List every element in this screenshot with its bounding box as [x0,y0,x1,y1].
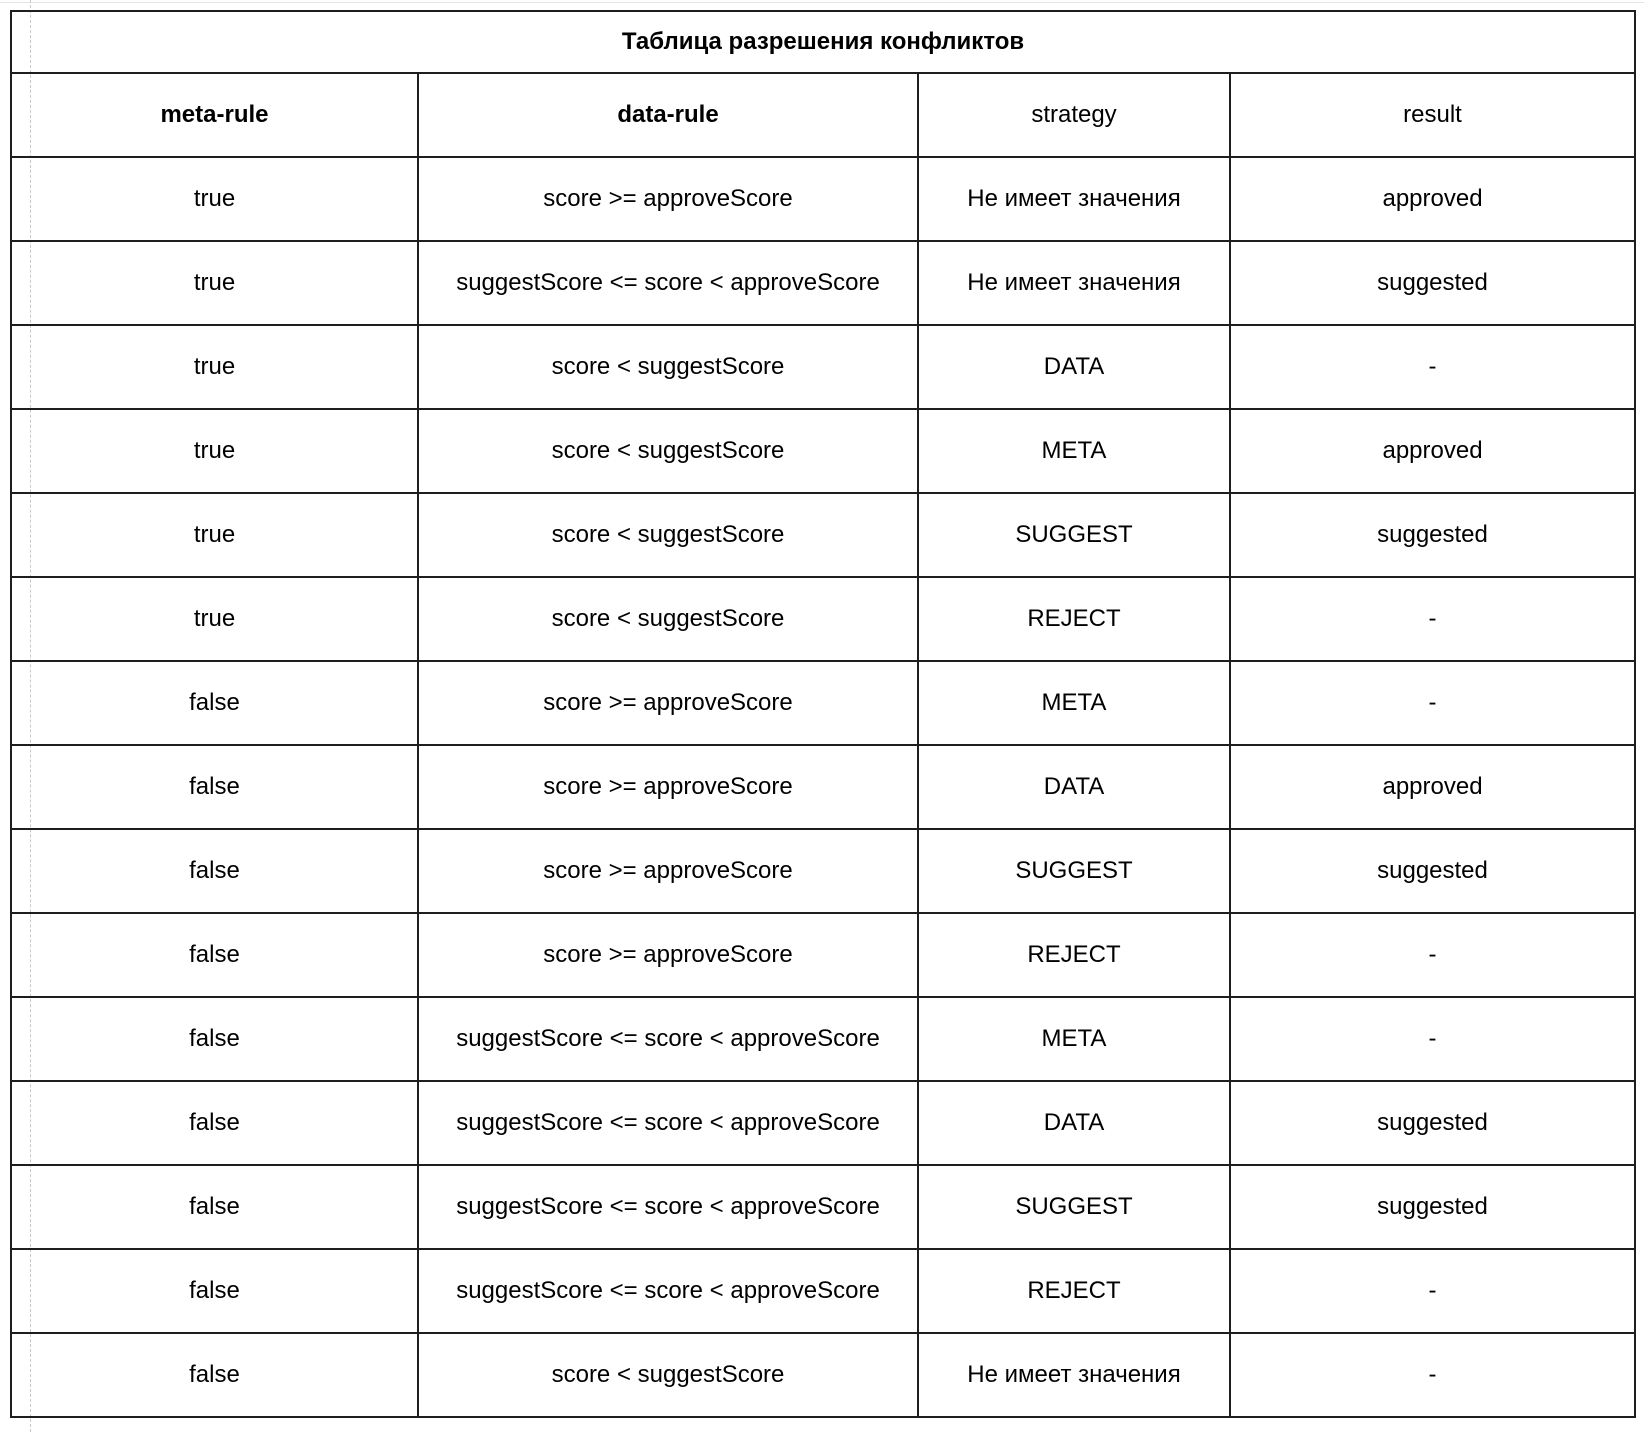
column-header-strategy: strategy [918,73,1230,157]
table-row [11,157,1635,241]
data-rule-cell: score < suggestScore [418,493,918,577]
meta-rule-cell: false [11,997,418,1081]
result-cell: - [1230,913,1635,997]
result-cell: approved [1230,157,1635,241]
meta-rule-cell: false [11,1165,418,1249]
meta-rule-cell: true [11,241,418,325]
meta-rule-cell: true [11,577,418,661]
table-row [11,1165,1635,1249]
meta-rule-cell: false [11,1333,418,1417]
strategy-cell: META [918,661,1230,745]
table-row [11,661,1635,745]
conflict-resolution-table [10,10,1636,1418]
result-cell: - [1230,577,1635,661]
data-rule-cell: score < suggestScore [418,409,918,493]
table-row [11,1081,1635,1165]
column-header-meta-rule: meta-rule [11,73,418,157]
meta-rule-cell: true [11,157,418,241]
column-header-result: result [1230,73,1635,157]
data-rule-cell: score < suggestScore [418,1333,918,1417]
strategy-cell: Не имеет значения [918,157,1230,241]
data-rule-cell: score < suggestScore [418,577,918,661]
meta-rule-cell: true [11,493,418,577]
strategy-cell: REJECT [918,913,1230,997]
table-row [11,745,1635,829]
header-row [11,73,1635,157]
result-cell: approved [1230,409,1635,493]
result-cell: - [1230,997,1635,1081]
table-row [11,913,1635,997]
data-rule-cell: suggestScore <= score < approveScore [418,1081,918,1165]
result-cell: suggested [1230,493,1635,577]
strategy-cell: META [918,409,1230,493]
meta-rule-cell: true [11,409,418,493]
result-cell: - [1230,1249,1635,1333]
data-rule-cell: score < suggestScore [418,325,918,409]
column-header-data-rule: data-rule [418,73,918,157]
data-rule-cell: score >= approveScore [418,913,918,997]
meta-rule-cell: true [11,325,418,409]
table-row [11,1249,1635,1333]
table-row [11,997,1635,1081]
strategy-cell: Не имеет значения [918,241,1230,325]
meta-rule-cell: false [11,661,418,745]
result-cell: approved [1230,745,1635,829]
data-rule-cell: suggestScore <= score < approveScore [418,997,918,1081]
table-body [11,157,1635,1417]
strategy-cell: SUGGEST [918,829,1230,913]
meta-rule-cell: false [11,829,418,913]
result-cell: - [1230,325,1635,409]
data-rule-cell: score >= approveScore [418,745,918,829]
strategy-cell: DATA [918,1081,1230,1165]
strategy-cell: REJECT [918,1249,1230,1333]
meta-rule-cell: false [11,1081,418,1165]
strategy-cell: SUGGEST [918,493,1230,577]
meta-rule-cell: false [11,745,418,829]
meta-rule-cell: false [11,913,418,997]
strategy-cell: SUGGEST [918,1165,1230,1249]
strategy-cell: REJECT [918,577,1230,661]
strategy-cell: META [918,997,1230,1081]
result-cell: - [1230,1333,1635,1417]
strategy-cell: DATA [918,745,1230,829]
table-title: Таблица разрешения конфликтов [11,11,1635,73]
table-row [11,493,1635,577]
data-rule-cell: score >= approveScore [418,829,918,913]
result-cell: - [1230,661,1635,745]
table-row [11,577,1635,661]
table-row [11,241,1635,325]
canvas-top-edge [0,2,1644,3]
result-cell: suggested [1230,1165,1635,1249]
data-rule-cell: suggestScore <= score < approveScore [418,241,918,325]
data-rule-cell: score >= approveScore [418,157,918,241]
table-row [11,829,1635,913]
data-rule-cell: suggestScore <= score < approveScore [418,1249,918,1333]
table-row [11,1333,1635,1417]
strategy-cell: Не имеет значения [918,1333,1230,1417]
table-row [11,325,1635,409]
table-row [11,409,1635,493]
result-cell: suggested [1230,829,1635,913]
meta-rule-cell: false [11,1249,418,1333]
data-rule-cell: suggestScore <= score < approveScore [418,1165,918,1249]
strategy-cell: DATA [918,325,1230,409]
result-cell: suggested [1230,1081,1635,1165]
data-rule-cell: score >= approveScore [418,661,918,745]
result-cell: suggested [1230,241,1635,325]
